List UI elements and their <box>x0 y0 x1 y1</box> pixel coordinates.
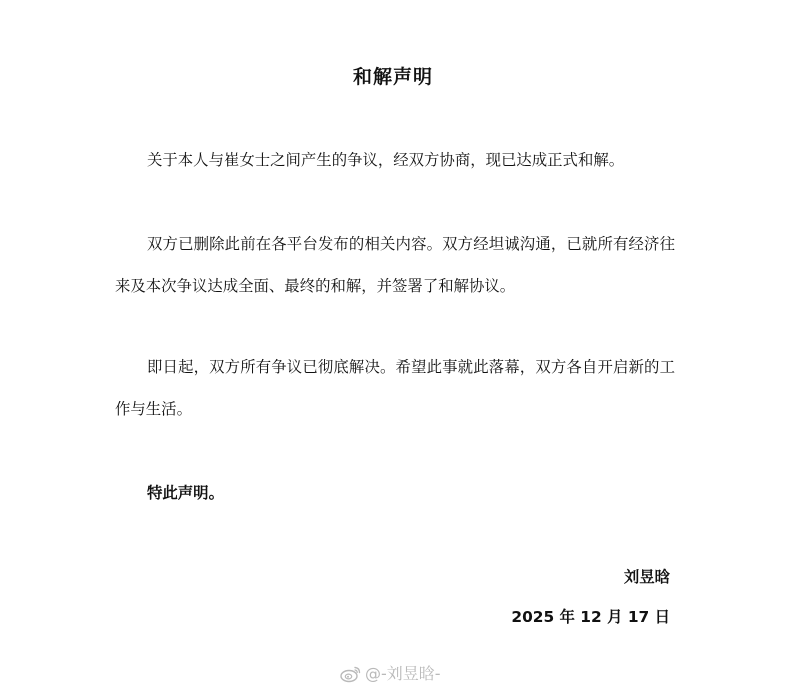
weibo-logo-icon <box>340 665 362 683</box>
weibo-watermark <box>340 664 441 684</box>
paragraph-3: 即日起，双方所有争议已彻底解决。希望此事就此落幕，双方各自开启新的工作与生活。 <box>115 358 675 418</box>
statement-title: 和解声明 <box>352 66 433 88</box>
signature-date: 2025 年 12 月 17 日 <box>511 608 670 626</box>
paragraph-1: 关于本人与崔女士之间产生的争议，经双方协商，现已达成正式和解。 <box>147 151 625 169</box>
closing-line: 特此声明。 <box>147 484 224 502</box>
paragraph-2: 双方已删除此前在各平台发布的相关内容。双方经坦诚沟通，已就所有经济往来及本次争议达成全面、最终的和解，并签署了和解协议。 <box>115 235 675 295</box>
weibo-handle: @-刘昱晗- <box>365 664 441 683</box>
signature-name: 刘昱晗 <box>623 568 670 586</box>
